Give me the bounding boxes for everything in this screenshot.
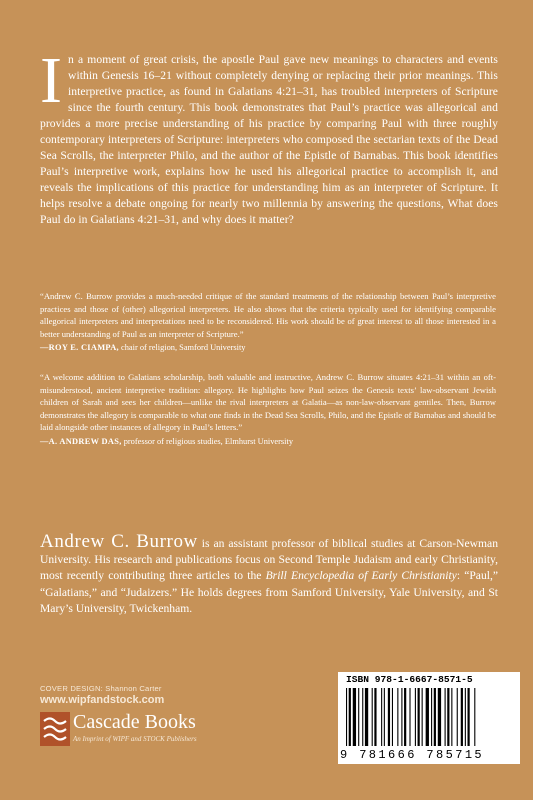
review-das	[40, 371, 496, 449]
author-bio-text-2: : “Paul,” “Galatians,” and “Judaizers.” He holds degrees from Samford University, Yale University, and St Mary’s University, Twickenham.	[40, 569, 499, 615]
reviewer-role: chair of religion, Samford University	[121, 343, 246, 353]
publisher-name: Cascade Books	[73, 711, 196, 733]
cover-design-credit: COVER DESIGN: Shannon Carter	[40, 684, 162, 693]
barcode-digits: 9 781666 785715	[340, 748, 485, 762]
review-quote: “Andrew C. Burrow provides a much-needed critique of the standard treatments of the relationship between Paul’s interpretive practices and those of (other) allegorical interpreters. He also shows that the criteria typically used for identifying comparable allegorical interpreters and interpretations need to be reconsidered. His work should be of great interest to all those interested in a better understanding of Paul as an interpreter of Scripture.”	[40, 291, 496, 339]
publisher-website[interactable]: www.wipfandstock.com	[40, 694, 165, 706]
reviewer-name: —ROY E. CIAMPA,	[40, 343, 119, 353]
barcode-bars-icon	[342, 688, 516, 748]
author-bio	[40, 531, 499, 617]
cascade-logo-icon	[40, 712, 70, 746]
author-bio-italic: Brill Encyclopedia of Early Christianity	[265, 569, 457, 583]
author-name: Andrew C. Burrow	[40, 531, 198, 552]
publisher-subtitle: An Imprint of WIPF and STOCK Publishers	[73, 735, 197, 743]
blurb-text: n a moment of great crisis, the apostle Paul gave new meanings to characters and events within Genesis 16–21 without completely denying or replacing their prior meanings. This interpretive practice, as found in Galatians 4:21–31, has troubled interpreters of Scripture since the fourth century. This book demonstrates that Paul’s practice was allegorical and provides a more precise understanding of his practice by comparing Paul with three roughly contemporary interpreters of Scripture: interpreters who composed the sectarian texts of the Dead Sea Scrolls, the interpreter Philo, and the author of the Epistle of Barnabas. This book identifies Paul’s interpretive work, explains how he used his allegorical practice to accomplish it, and reveals the implications of this practice for understanding him as an interpreter of Scripture. It helps resolve a debate ongoing for nearly two millennia by answering the questions, What does Paul do in Galatians 4:21–31, and why does it matter?	[40, 53, 498, 226]
reviewer-role: professor of religious studies, Elmhurst University	[123, 436, 294, 446]
review-ciampa	[40, 290, 496, 355]
isbn-label: ISBN 978-1-6667-8571-5	[346, 674, 473, 685]
drop-cap: I	[40, 44, 63, 117]
review-quote: “A welcome addition to Galatians scholarship, both valuable and instructive, Andrew C. Burrow situates 4:21–31 within an oft-misunderstood, ancient interpretive tradition: allegory. He highlights how Paul seizes the Genesis texts’ law-observant Jewish children of Sarah and sees her children—unlike the rival interpreters at Galatia—as non-law-observant gentiles. Then, Burrow demonstrates the allegory is comparable to what one finds in the Dead Sea Scrolls, Philo, and the Epistle of Barnabas and should be laid alongside other instances of allegory in Paul’s letters.”	[40, 372, 496, 433]
review-attribution	[40, 436, 496, 449]
reviewer-name: —A. ANDREW DAS,	[40, 436, 122, 446]
author-bio-text-1: is an assistant professor of biblical studies at Carson-Newman University. His research and publications focus on Second Temple Judaism and early Christianity, most recently contributing three articles to the	[40, 537, 498, 583]
review-attribution	[40, 342, 496, 355]
description-blurb	[40, 44, 498, 228]
publisher-logo	[40, 711, 250, 747]
isbn-barcode	[338, 672, 520, 764]
